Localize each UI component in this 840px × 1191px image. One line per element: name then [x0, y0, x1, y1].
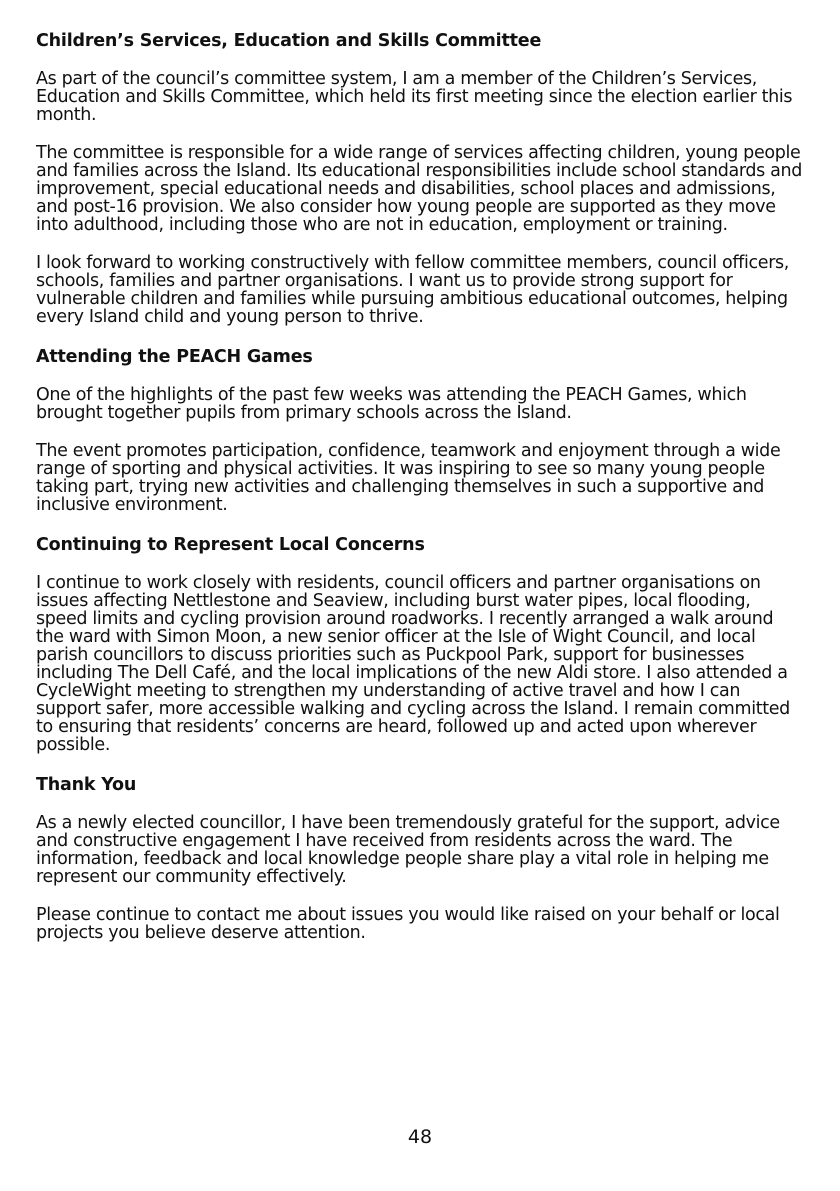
section-heading: Attending the PEACH Games: [36, 347, 313, 367]
section-peach-games: [36, 346, 806, 514]
section-heading: Thank You: [36, 775, 137, 795]
section-committee: [36, 30, 806, 326]
paragraph: One of the highlights of the past few weeks was attending the PEACH Games, which brought together pupils from primary schools across the Island.: [36, 385, 747, 423]
paragraph: The event promotes participation, confidence, teamwork and enjoyment through a wide range of sporting and physical activities. It was inspiring to see so many young people taking part, trying new activities and challenging themselves in such a supportive and inclusive environment.: [36, 441, 781, 515]
page-number: 48: [407, 1126, 433, 1148]
paragraph: As part of the council’s committee system, I am a member of the Children’s Services, Education and Skills Committee, which held its first meeting since the election earlier this month.: [36, 69, 793, 125]
document-body: [36, 30, 806, 962]
paragraph: I continue to work closely with residents, council officers and partner organisations on issues affecting Nettlestone and Seaview, including burst water pipes, local flooding, speed limits and cycling provision around roadworks. I recently arranged a walk around the ward with Simon Moon, a new senior officer at the Isle of Wight Council, and local parish councillors to discuss priorities such as Puckpool Park, support for businesses including The Dell Café, and the local implications of the new Aldi store. I also attended a CycleWight meeting to strengthen my understanding of active travel and how I can support safer, more accessible walking and cycling across the Island. I remain committed to ensuring that residents’ concerns are heard, followed up and acted upon wherever possible.: [36, 573, 790, 755]
paragraph: The committee is responsible for a wide range of services affecting children, young people and families across the Island. Its educational responsibilities include school standards and improvement, special educational needs and disabilities, school places and admissions, and post-16 provision. We also consider how young people are supported as they move into adulthood, including those who are not in education, employment or training.: [36, 143, 803, 235]
section-local-concerns: [36, 534, 806, 754]
section-heading: Children’s Services, Education and Skills Committee: [36, 31, 542, 51]
section-thank-you: [36, 774, 806, 942]
paragraph: Please continue to contact me about issues you would like raised on your behalf or local projects you believe deserve attention.: [36, 905, 780, 943]
paragraph: I look forward to working constructively with fellow committee members, council officers, schools, families and partner organisations. I want us to provide strong support for vulnerable children and families while pursuing ambitious educational outcomes, helping every Island child and young person to thrive.: [36, 253, 790, 327]
paragraph: As a newly elected councillor, I have been tremendously grateful for the support, advice and constructive engagement I have received from residents across the ward. The information, feedback and local knowledge people share play a vital role in helping me represent our community effectively.: [36, 813, 780, 887]
section-heading: Continuing to Represent Local Concerns: [36, 535, 425, 555]
